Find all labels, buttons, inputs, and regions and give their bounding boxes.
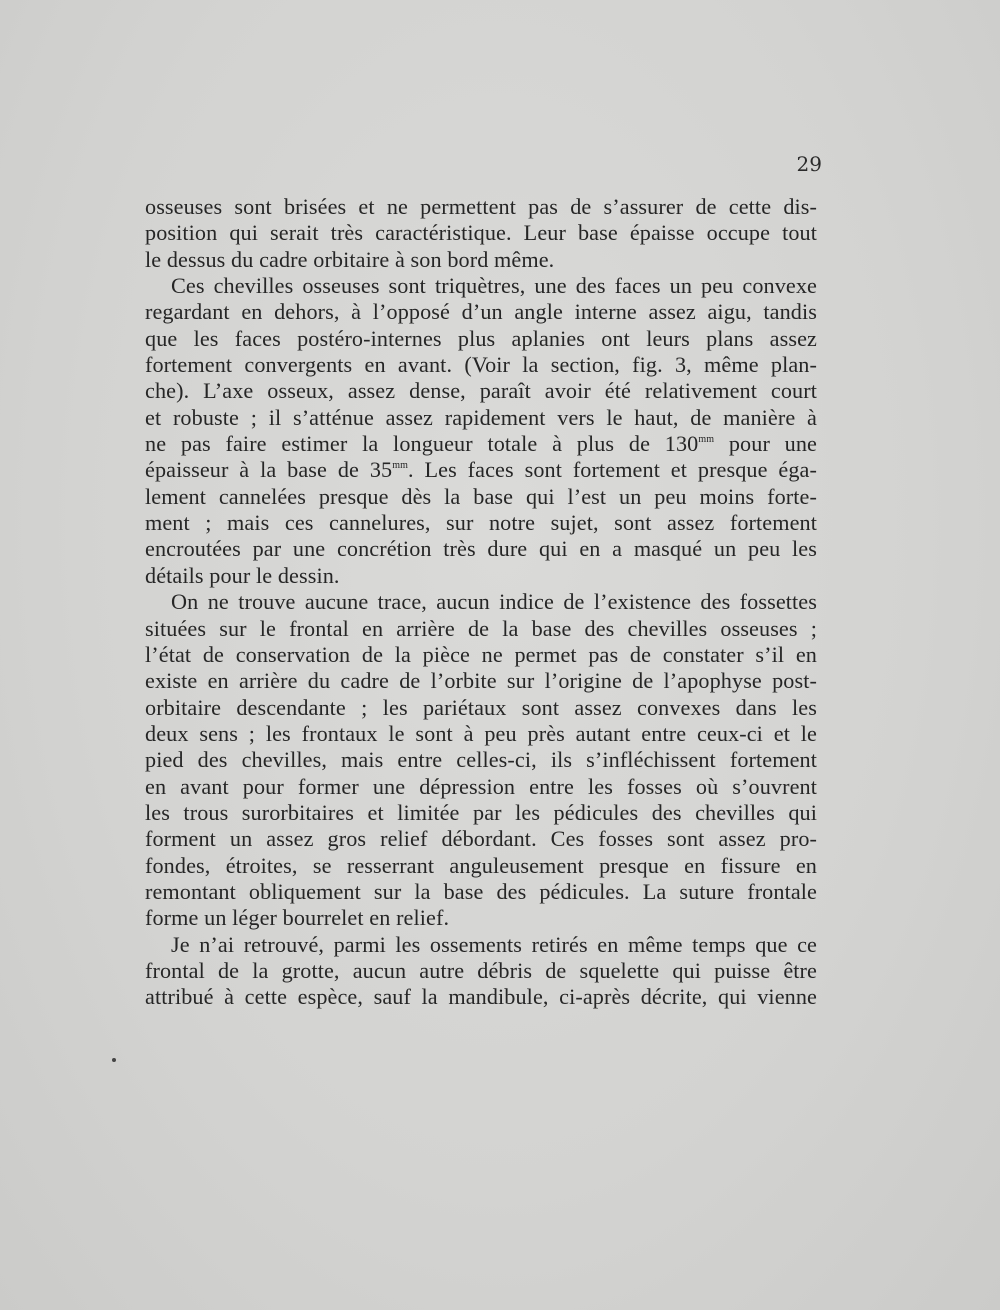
paragraph-2	[145, 273, 817, 589]
text-line: en avant pour former une dépression entre les fosses où s’ouvrent	[145, 773, 817, 799]
text-line-with-superscript	[145, 431, 817, 457]
text-line: orbitaire descendante ; les pariétaux sont assez convexes dans les	[145, 694, 817, 720]
page-number: 29	[796, 152, 822, 176]
text-line: regardant en dehors, à l’opposé d’un angle interne assez aigu, tandis	[145, 299, 817, 325]
text-line: remontant obliquement sur la base des pédicules. La suture frontale	[145, 878, 817, 904]
text-segment: épaisseur à la base de 35	[145, 457, 393, 483]
text-line: fondes, étroites, se resserrant anguleusement presque en fissure en	[145, 852, 817, 878]
text-line: détails pour le dessin.	[145, 562, 340, 588]
body-text	[145, 194, 817, 1011]
paragraph-1	[145, 194, 817, 273]
text-line: On ne trouve aucune trace, aucun indice de l’existence des fossettes	[171, 589, 817, 615]
text-line: forment un assez gros relief débordant. Ces fosses sont assez pro-	[145, 826, 817, 852]
text-line-with-superscript	[145, 457, 817, 483]
text-line: pied des chevilles, mais entre celles-ci, ils s’infléchissent fortement	[145, 747, 817, 773]
text-line: fortement convergents en avant. (Voir la section, fig. 3, même plan-	[145, 352, 817, 378]
text-line: position qui serait très caractéristique. Leur base épaisse occupe tout	[145, 220, 817, 246]
text-line: frontal de la grotte, aucun autre débris de squelette qui puisse être	[145, 957, 817, 983]
text-segment: . Les faces sont fortement et presque éga-	[407, 457, 817, 483]
text-line: ment ; mais ces cannelures, sur notre sujet, sont assez fortement	[145, 510, 817, 536]
text-line: attribué à cette espèce, sauf la mandibule, ci-après décrite, qui vienne	[145, 984, 817, 1010]
text-segment: pour une	[714, 431, 818, 457]
text-line: existe en arrière du cadre de l’orbite sur l’origine de l’apophyse post-	[145, 668, 817, 694]
unit-superscript: mm	[698, 434, 715, 446]
text-line: le dessus du cadre orbitaire à son bord même.	[145, 246, 555, 272]
unit-superscript: mm	[392, 460, 408, 472]
text-line: l’état de conservation de la pièce ne permet pas de constater s’il en	[145, 641, 817, 667]
text-line: osseuses sont brisées et ne permettent pas de s’assurer de cette dis-	[145, 194, 817, 219]
text-line: et robuste ; il s’atténue assez rapidement vers le haut, de manière à	[145, 404, 817, 430]
text-segment: ne pas faire estimer la longueur totale à plus de 130	[145, 431, 699, 457]
text-line: deux sens ; les frontaux le sont à peu près autant entre ceux-ci et le	[145, 720, 817, 746]
text-line: lement cannelées presque dès la base qui l’est un peu moins forte-	[145, 483, 817, 509]
text-line: que les faces postéro-internes plus aplanies ont leurs plans assez	[145, 325, 817, 351]
ink-speck	[112, 1058, 116, 1062]
text-line: forme un léger bourrelet en relief.	[145, 905, 450, 931]
text-line: Ces chevilles osseuses sont triquètres, une des faces un peu convexe	[171, 273, 817, 299]
text-line: encroutées par une concrétion très dure qui en a masqué un peu les	[145, 536, 817, 562]
text-line: che). L’axe osseux, assez dense, paraît avoir été relativement court	[145, 378, 817, 404]
text-line: situées sur le frontal en arrière de la base des chevilles osseuses ;	[145, 615, 817, 641]
paragraph-4	[145, 932, 817, 1011]
text-line: les trous surorbitaires et limitée par les pédicules des chevilles qui	[145, 799, 817, 825]
text-line: Je n’ai retrouvé, parmi les ossements retirés en même temps que ce	[171, 931, 817, 957]
paragraph-3	[145, 589, 817, 931]
